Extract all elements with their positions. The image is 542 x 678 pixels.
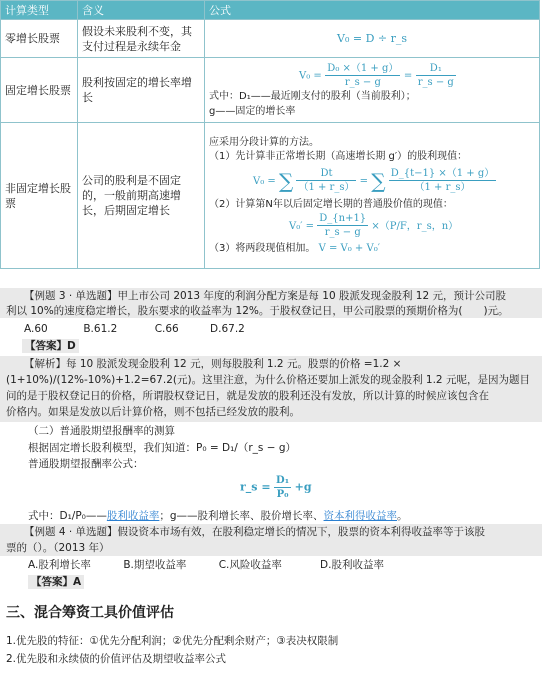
row-formula (205, 20, 540, 58)
list-item: 1.优先股的特征：①优先分配利润；②优先分配剩余财产；③表决权限制 (6, 635, 339, 647)
example-4-answer: 【答案】A (28, 575, 84, 589)
row-formula: 应采用分段计算的方法。 （1）先计算非正常增长期（高速增长期 g′）的股利现值： V₀ = ∑ $\frac{Dt}{(1 + r\_s)}$ = ∑ $\frac{D\_\{t-1\} \times(1 + g)}{(1 + r\_s)}$ （2）计算第N年以后固定增长期的普通股价值的现值： V₀′ = $\frac{D\_\{n+1\}}{r\_s - g}$ ×（P/F，r_s，n） （3）将两段现值相加。 V = V₀ + V₀′ (205, 123, 540, 269)
example-4-options: A.股利增长率 B.期望收益率 C.风险收益率 D.股利收益率 (28, 559, 384, 571)
nonconstant-growth-formula-2: V₀′ = $\frac{D\_\{n+1\}}{r\_s - g}$ ×（P/F，r_s，n） (289, 213, 459, 238)
stock-valuation-table (0, 0, 540, 269)
header-meaning: 含义 (78, 1, 205, 20)
header-calc-type: 计算类型 (1, 1, 78, 20)
zero-growth-formula: V₀ = D ÷ r_s (337, 32, 407, 45)
summation-icon: ∑ (371, 168, 386, 193)
example-3-question: 【例题 3 · 单选题】甲上市公司 2013 年度的利润分配方案是每 10 股派发现金股利 12 元，预计公司股 (24, 290, 506, 302)
paragraph: 普通股期望报酬率公式： (28, 458, 144, 470)
example-3-analysis: 问的是于股权登记日的价格，所谓股权登记日，就是发放的股利还没有发放，所以计算的时候应该包含在 (6, 390, 489, 402)
section-heading: （二）普通股期望报酬率的测算 (28, 425, 175, 437)
table-row (1, 20, 540, 58)
row-formula (205, 58, 540, 123)
header-formula: 公式 (205, 1, 540, 20)
summation-icon: ∑ (278, 168, 294, 193)
row-type: 零增长股票 (1, 20, 78, 58)
example-3-analysis: 【解析】每 10 股派发现金股利 12 元，则每股股利 1.2 元。股票的价格 =1.2 × (24, 358, 402, 370)
paragraph: 根据固定增长股利模型，我们知道：P₀ = D₁/（r_s − g） (28, 442, 297, 454)
expected-return-formula: r_s = $\frac{\text{D₁}}{\text{P₀}}$ +g (240, 475, 312, 500)
dividend-yield-link[interactable]: 股利收益率 (106, 510, 160, 522)
formula-note: 式中：D₁——最近刚支付的股利（当前股利）； (209, 90, 416, 102)
list-item: 2.优先股和永续债的价值评估及期望收益率公式 (6, 653, 227, 665)
table-row (1, 123, 540, 269)
example-3-answer: 【答案】D (22, 339, 79, 353)
table-row (1, 58, 540, 123)
example-4-question: 票的（）。（2013 年） (6, 542, 110, 554)
section-3-title: 三、混合筹资工具价值评估 (6, 605, 174, 621)
formula-note: g——固定的增长率 (209, 105, 296, 117)
example-3-question: 利以 10%的速度稳定增长，股东要求的收益率为 12%。于股权登记日，甲公司股票的预期价格为( )元。 (6, 305, 509, 317)
row-meaning: 假设未来股利不变，其支付过程是永续年金 (78, 20, 205, 58)
row-meaning: 公司的股利是不固定的，一般前期高速增长，后期固定增长 (78, 123, 205, 269)
example-4-question: 【例题 4 · 单选题】假设资本市场有效，在股利稳定增长的情况下，股票的资本利得收益率等于该股 (24, 526, 486, 538)
example-3-analysis: 价格内。如果是发放以后计算价格，则不包括已经发放的股利。 (6, 406, 300, 418)
nonconstant-growth-formula-1: V₀ = ∑ $\frac{Dt}{(1 + r\_s)}$ = ∑ $\frac{D\_\{t-1\} \times(1 + g)}{(1 + r\_s)}$ (253, 168, 495, 193)
example-3-analysis: (1+10%)/(12%-10%)+1.2=67.2(元)。这里注意，为什么价格还要加上派发的现金股利 1.2 元呢，是因为题目 (6, 374, 530, 386)
formula-note: 式中：D₁/P₀——股利收益率；g——股利增长率、股价增长率、资本利得收益率。 (28, 510, 408, 522)
constant-growth-formula: V₀ = $\frac{\text{D₀ ×（1 + g）}}{r\_s - g}$ = $\frac{\text{D₁}}{r\_s - g}$ (299, 62, 454, 88)
example-3-options: A.60 B.61.2 C.66 D.67.2 (24, 323, 245, 335)
row-meaning: 股利按固定的增长率增长 (78, 58, 205, 123)
capital-gain-yield-link[interactable]: 资本利得收益率 (323, 510, 398, 522)
row-type: 非固定增长股票 (1, 123, 78, 269)
table-header-row (1, 1, 540, 20)
row-type: 固定增长股票 (1, 58, 78, 123)
